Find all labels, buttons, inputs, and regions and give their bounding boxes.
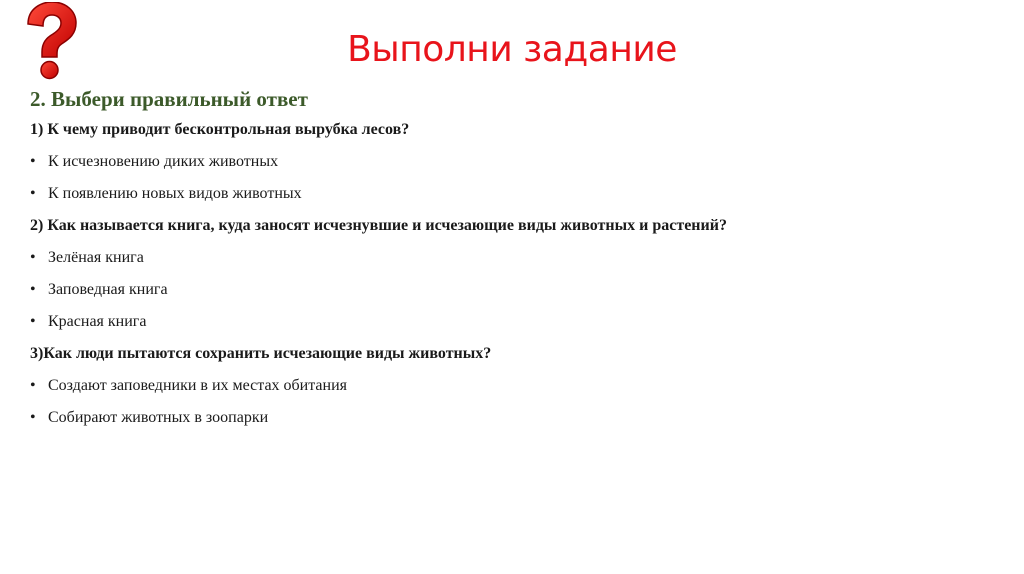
slide-title: Выполни задание (347, 29, 677, 70)
bullet-icon: • (30, 153, 36, 170)
question-1: 1) К чему приводит бесконтрольная вырубка лесов? (30, 121, 410, 138)
bullet-icon: • (30, 249, 36, 266)
answer-option-label: Зелёная книга (48, 249, 144, 266)
answer-option[interactable] (30, 376, 1000, 396)
task-heading: 2. Выбери правильный ответ (30, 87, 308, 111)
bullet-icon: • (30, 409, 36, 426)
question-3: 3)Как люди пытаются сохранить исчезающие виды животных? (30, 345, 492, 362)
answer-option-label: Красная книга (48, 313, 147, 330)
answer-option-label: К исчезновению диких животных (48, 153, 279, 170)
bullet-icon: • (30, 185, 36, 202)
answer-option[interactable] (30, 248, 1000, 268)
answer-option-label: Заповедная книга (48, 281, 168, 298)
bullet-icon: • (30, 313, 36, 330)
answer-option[interactable] (30, 408, 1000, 428)
task-content (30, 84, 1000, 440)
answer-option[interactable] (30, 312, 1000, 332)
bullet-icon: • (30, 281, 36, 298)
answer-option-label: Собирают животных в зоопарки (48, 409, 269, 426)
answer-option-label: К появлению новых видов животных (48, 185, 302, 202)
answer-option[interactable] (30, 280, 1000, 300)
answer-option-label: Создают заповедники в их местах обитания (48, 377, 348, 394)
question-2: 2) Как называется книга, куда заносят исчезнувшие и исчезающие виды животных и растений? (30, 217, 727, 234)
answer-option[interactable] (30, 184, 1000, 204)
bullet-icon: • (30, 377, 36, 394)
answer-option[interactable] (30, 152, 1000, 172)
